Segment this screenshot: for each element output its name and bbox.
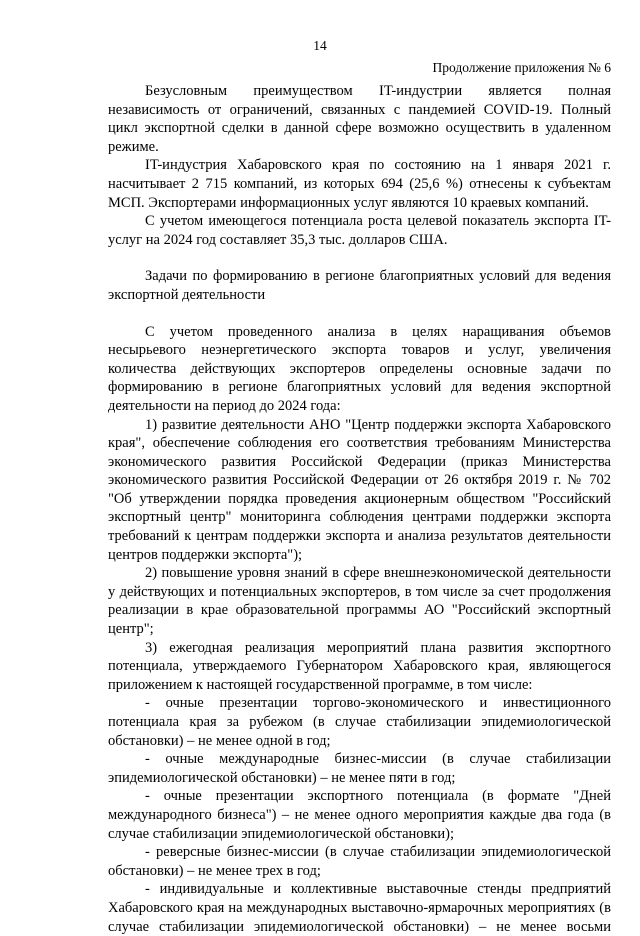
section-spacer [108,249,611,267]
paragraph-export-target: С учетом имеющегося потенциала роста целевой показатель экспорта IT-услуг на 2024 год составляет 35,3 тыс. долларов США. [108,213,611,248]
paragraph-it-advantage: Безусловным преимуществом IT-индустрии является полная независимость от ограничений, связанных с пандемией COVID-19. Полный цикл экспортной сделки в данной сфере возможно осуществить в удаленном режиме. [108,83,611,155]
task-item-1: 1) развитие деятельности АНО "Центр поддержки экспорта Хабаровского края", обеспечение соблюдения его соответствия требованиям Министерства экономического развития Российской Федерации (приказ Министерства экономического развития Российской Федерации от 26 октября 2019 г. № 702 "Об утверждении порядка проведения акционерным обществом "Российский экспортный центр" мониторинга соблюдения центрами поддержки экспорта требований к центрам поддержки экспорта и анализа результатов деятельности центров поддержки экспорта"); [108,416,611,563]
subtask-reverse-missions: - реверсные бизнес-миссии (в случае стабилизации эпидемиологической обстановки) – не менее трех в год; [108,844,611,879]
subtask-business-missions: - очные международные бизнес-миссии (в случае стабилизации эпидемиологической обстановки) – не менее пяти в год; [108,751,611,786]
document-body [108,82,611,936]
appendix-continuation-note: Продолжение приложения № 6 [432,60,611,75]
subtask-international-business-days: - очные презентации экспортного потенциала (в формате "Дней международного бизнеса") – не менее одного мероприятия каждые два года (в случае стабилизации эпидемиологической обстановки); [108,788,611,842]
paragraph-tasks-intro: С учетом проведенного анализа в целях наращивания объемов несырьевого неэнергетического экспорта товаров и услуг, увеличения количества действующих экспортеров определены основные задачи по формированию в регионе благоприятных условий для ведения экспортной деятельности на период до 2024 года: [108,323,611,414]
paragraph-it-industry-stats: IT-индустрия Хабаровского края по состоянию на 1 января 2021 г. насчитывает 2 715 компаний, из которых 694 (25,6 %) отнесены к субъектам МСП. Экспортерами информационных услуг являются 10 краевых компаний. [108,157,611,211]
task-item-3: 3) ежегодная реализация мероприятий плана развития экспортного потенциала, утверждаемого Губернатором Хабаровского края, являющегося приложением к настоящей государственной программе, в том числе: [108,639,611,693]
section-heading-tasks: Задачи по формированию в регионе благоприятных условий для ведения экспортной деятельности [108,268,611,303]
subtask-presentations-abroad: - очные презентации торгово-экономического и инвестиционного потенциала края за рубежом (в случае стабилизации эпидемиологической обстановки) – не менее одной в год; [108,695,611,749]
task-item-2: 2) повышение уровня знаний в сфере внешнеэкономической деятельности у действующих и потенциальных экспортеров, в том числе за счет продолжения реализации в крае образовательной программы АО "Российский экспортный центр"; [108,565,611,638]
section-spacer [108,305,611,323]
subtask-exhibition-stands: - индивидуальные и коллективные выставочные стенды предприятий Хабаровского края на международных выставочно-ярмарочных мероприятиях (в случае стабилизации эпидемиологической обстановки) – не менее восьми [108,881,611,935]
page-number: 14 [313,38,327,53]
